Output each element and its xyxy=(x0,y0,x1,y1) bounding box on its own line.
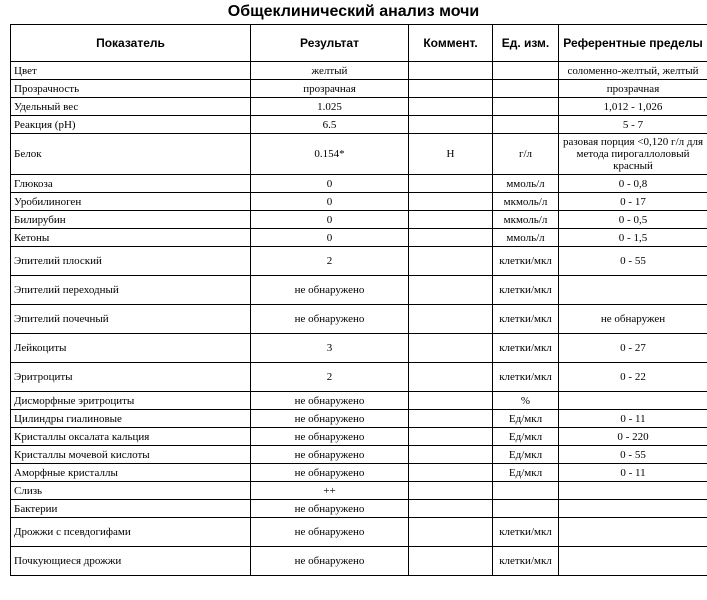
table-row xyxy=(11,134,707,175)
unit-cell xyxy=(493,500,559,518)
indicator-cell: Бактерии xyxy=(11,500,251,518)
header-comment: Коммент. xyxy=(409,25,493,62)
result-cell: не обнаружено xyxy=(251,410,409,428)
result-cell: 1.025 xyxy=(251,98,409,116)
result-cell: не обнаружено xyxy=(251,464,409,482)
result-cell: не обнаружено xyxy=(251,428,409,446)
reference-cell: 0 - 1,5 xyxy=(559,229,707,247)
comment-cell xyxy=(409,193,493,211)
indicator-cell: Дисморфные эритроциты xyxy=(11,392,251,410)
reference-cell xyxy=(559,500,707,518)
table-row xyxy=(11,464,707,482)
reference-cell: прозрачная xyxy=(559,80,707,98)
comment-cell xyxy=(409,392,493,410)
reference-cell: 0 - 22 xyxy=(559,363,707,392)
result-cell: не обнаружено xyxy=(251,518,409,547)
unit-cell xyxy=(493,62,559,80)
comment-cell xyxy=(409,229,493,247)
reference-cell: 0 - 27 xyxy=(559,334,707,363)
reference-cell: 0 - 55 xyxy=(559,446,707,464)
comment-cell xyxy=(409,247,493,276)
table-body xyxy=(11,62,707,576)
table-row xyxy=(11,229,707,247)
comment-cell xyxy=(409,305,493,334)
reference-cell: 5 - 7 xyxy=(559,116,707,134)
unit-cell xyxy=(493,80,559,98)
comment-cell xyxy=(409,211,493,229)
header-reference: Референтные пределы xyxy=(559,25,707,62)
indicator-cell: Удельный вес xyxy=(11,98,251,116)
indicator-cell: Эпителий переходный xyxy=(11,276,251,305)
indicator-cell: Уробилиноген xyxy=(11,193,251,211)
table-row xyxy=(11,116,707,134)
table-row xyxy=(11,518,707,547)
indicator-cell: Эпителий почечный xyxy=(11,305,251,334)
indicator-cell: Почкующиеся дрожжи xyxy=(11,547,251,576)
indicator-cell: Лейкоциты xyxy=(11,334,251,363)
comment-cell: H xyxy=(409,134,493,175)
comment-cell xyxy=(409,428,493,446)
unit-cell: ммоль/л xyxy=(493,229,559,247)
indicator-cell: Кетоны xyxy=(11,229,251,247)
unit-cell xyxy=(493,98,559,116)
table-row xyxy=(11,334,707,363)
reference-cell: не обнаружен xyxy=(559,305,707,334)
result-cell: 0 xyxy=(251,229,409,247)
unit-cell: клетки/мкл xyxy=(493,547,559,576)
result-cell: прозрачная xyxy=(251,80,409,98)
comment-cell xyxy=(409,410,493,428)
table-row xyxy=(11,80,707,98)
table-row xyxy=(11,98,707,116)
unit-cell: клетки/мкл xyxy=(493,363,559,392)
comment-cell xyxy=(409,482,493,500)
result-cell: не обнаружено xyxy=(251,547,409,576)
reference-cell xyxy=(559,518,707,547)
reference-cell: 1,012 - 1,026 xyxy=(559,98,707,116)
reference-cell: разовая порция <0,120 г/л для метода пирогаллоловый красный xyxy=(559,134,707,175)
table-row xyxy=(11,428,707,446)
comment-cell xyxy=(409,116,493,134)
result-cell: 0 xyxy=(251,211,409,229)
table-row xyxy=(11,175,707,193)
table-row xyxy=(11,410,707,428)
unit-cell: г/л xyxy=(493,134,559,175)
results-table xyxy=(10,24,707,576)
indicator-cell: Билирубин xyxy=(11,211,251,229)
result-cell: 6.5 xyxy=(251,116,409,134)
unit-cell: Ед/мкл xyxy=(493,446,559,464)
result-cell: 0 xyxy=(251,175,409,193)
reference-cell xyxy=(559,392,707,410)
unit-cell: мкмоль/л xyxy=(493,193,559,211)
indicator-cell: Цвет xyxy=(11,62,251,80)
result-cell: не обнаружено xyxy=(251,392,409,410)
reference-cell xyxy=(559,276,707,305)
comment-cell xyxy=(409,62,493,80)
unit-cell: ммоль/л xyxy=(493,175,559,193)
table-row xyxy=(11,247,707,276)
table-row xyxy=(11,547,707,576)
indicator-cell: Прозрачность xyxy=(11,80,251,98)
result-cell: 2 xyxy=(251,363,409,392)
unit-cell: клетки/мкл xyxy=(493,334,559,363)
reference-cell: 0 - 0,8 xyxy=(559,175,707,193)
comment-cell xyxy=(409,98,493,116)
page-title: Общеклинический анализ мочи xyxy=(227,3,480,20)
reference-cell: 0 - 0,5 xyxy=(559,211,707,229)
table-row xyxy=(11,62,707,80)
table-row xyxy=(11,446,707,464)
indicator-cell: Белок xyxy=(11,134,251,175)
table-header-row xyxy=(11,25,707,62)
table-row xyxy=(11,305,707,334)
comment-cell xyxy=(409,334,493,363)
result-cell: желтый xyxy=(251,62,409,80)
comment-cell xyxy=(409,464,493,482)
reference-cell: соломенно-желтый, желтый xyxy=(559,62,707,80)
indicator-cell: Реакция (pH) xyxy=(11,116,251,134)
indicator-cell: Кристаллы оксалата кальция xyxy=(11,428,251,446)
reference-cell: 0 - 220 xyxy=(559,428,707,446)
reference-cell: 0 - 55 xyxy=(559,247,707,276)
unit-cell xyxy=(493,482,559,500)
reference-cell xyxy=(559,547,707,576)
reference-cell: 0 - 11 xyxy=(559,410,707,428)
comment-cell xyxy=(409,518,493,547)
reference-cell xyxy=(559,482,707,500)
result-cell: 3 xyxy=(251,334,409,363)
unit-cell: клетки/мкл xyxy=(493,276,559,305)
unit-cell: клетки/мкл xyxy=(493,247,559,276)
table-row xyxy=(11,193,707,211)
comment-cell xyxy=(409,363,493,392)
comment-cell xyxy=(409,80,493,98)
header-indicator: Показатель xyxy=(11,25,251,62)
comment-cell xyxy=(409,175,493,193)
unit-cell: Ед/мкл xyxy=(493,410,559,428)
indicator-cell: Эпителий плоский xyxy=(11,247,251,276)
unit-cell: клетки/мкл xyxy=(493,305,559,334)
result-cell: не обнаружено xyxy=(251,305,409,334)
result-cell: не обнаружено xyxy=(251,500,409,518)
result-cell: 0 xyxy=(251,193,409,211)
indicator-cell: Дрожжи с псевдогифами xyxy=(11,518,251,547)
reference-cell: 0 - 17 xyxy=(559,193,707,211)
indicator-cell: Кристаллы мочевой кислоты xyxy=(11,446,251,464)
comment-cell xyxy=(409,547,493,576)
table-row xyxy=(11,276,707,305)
unit-cell: Ед/мкл xyxy=(493,428,559,446)
indicator-cell: Аморфные кристаллы xyxy=(11,464,251,482)
table-row xyxy=(11,482,707,500)
header-result: Результат xyxy=(251,25,409,62)
indicator-cell: Эритроциты xyxy=(11,363,251,392)
indicator-cell: Цилиндры гиалиновые xyxy=(11,410,251,428)
unit-cell: клетки/мкл xyxy=(493,518,559,547)
unit-cell: Ед/мкл xyxy=(493,464,559,482)
comment-cell xyxy=(409,500,493,518)
result-cell: 2 xyxy=(251,247,409,276)
indicator-cell: Глюкоза xyxy=(11,175,251,193)
unit-cell: % xyxy=(493,392,559,410)
reference-cell: 0 - 11 xyxy=(559,464,707,482)
comment-cell xyxy=(409,446,493,464)
result-cell: не обнаружено xyxy=(251,276,409,305)
result-cell: не обнаружено xyxy=(251,446,409,464)
table-row xyxy=(11,392,707,410)
comment-cell xyxy=(409,276,493,305)
indicator-cell: Слизь xyxy=(11,482,251,500)
result-cell: 0.154* xyxy=(251,134,409,175)
unit-cell xyxy=(493,116,559,134)
result-cell: ++ xyxy=(251,482,409,500)
table-row xyxy=(11,363,707,392)
table-row xyxy=(11,500,707,518)
unit-cell: мкмоль/л xyxy=(493,211,559,229)
table-row xyxy=(11,211,707,229)
header-unit: Ед. изм. xyxy=(493,25,559,62)
